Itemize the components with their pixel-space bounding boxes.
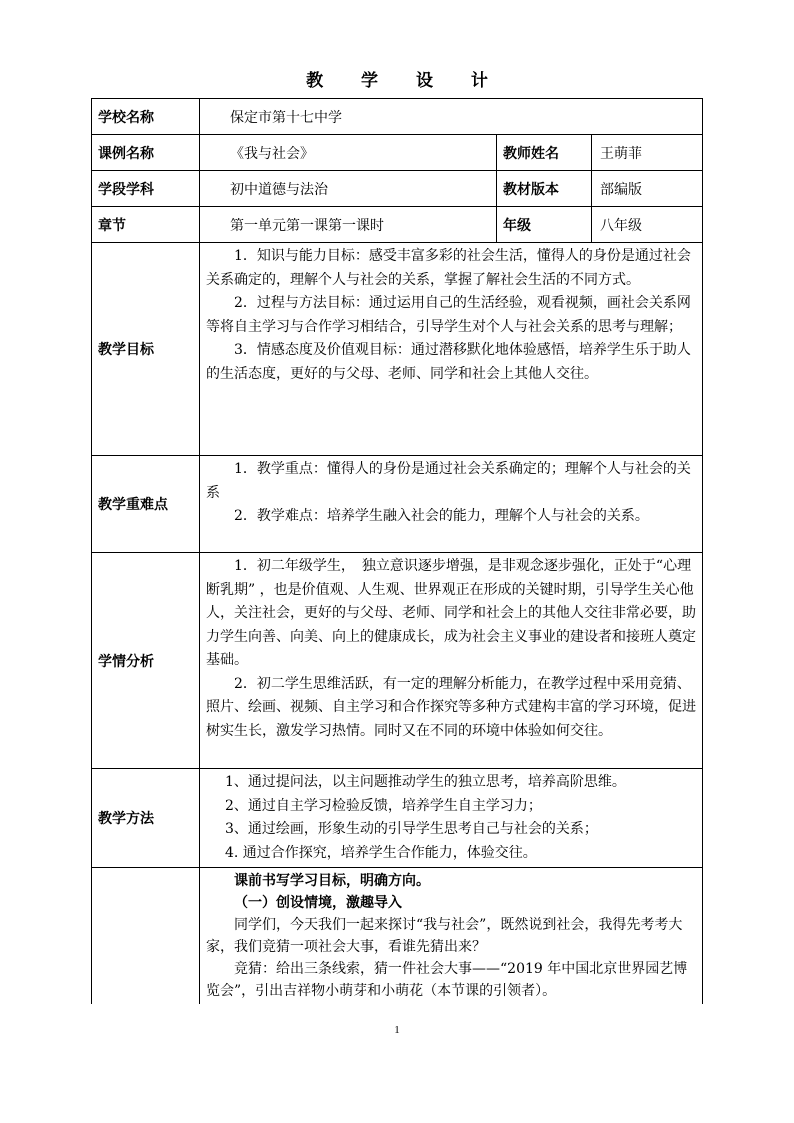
course-label: 课例名称 <box>92 135 200 171</box>
method-item: 4. 通过合作探究，培养学生合作能力，体验交往。 <box>225 844 537 861</box>
analysis-label: 学情分析 <box>92 553 200 769</box>
chapter-value: 第一单元第一课第一课时 <box>200 207 497 243</box>
process-row <box>92 868 703 1005</box>
subject-row <box>92 171 703 207</box>
course-row <box>92 135 703 171</box>
teacher-label: 教师姓名 <box>497 135 592 171</box>
school-row <box>92 99 703 135</box>
lesson-plan-table <box>91 98 703 1004</box>
process-paragraph: 竞猜：给出三条线索，猜一件社会大事——“2019 年中国北京世界园艺博览会”，引出吉祥物小萌芽和小萌花（本节课的引领者）。 <box>206 961 688 999</box>
method-item: 3、通过绘画，形象生动的引导学生思考自己与社会的关系； <box>225 821 598 837</box>
page-title: 教 学 设 计 <box>306 71 504 91</box>
process-subheading: （一）创设情境，激趣导入 <box>234 895 402 911</box>
goals-content <box>200 243 703 456</box>
process-content <box>200 868 703 1005</box>
chapter-row <box>92 207 703 243</box>
methods-content <box>200 769 703 868</box>
goal-item: 1．知识与能力目标：感受丰富多彩的社会生活，懂得人的身份是通过社会关系确定的，理解个人与社会的关系，掌握了解社会生活的不同方式。 <box>206 248 691 288</box>
analysis-content <box>200 553 703 769</box>
analysis-item: 2．初二学生思维活跃，有一定的理解分析能力，在教学过程中采用竞猜、照片、绘画、视频、自主学习和合作探究等多种方式建构丰富的学习环境，促进树实生长，激发学习热情。同时又在不同的环境中体验如何交往。 <box>206 675 696 739</box>
key-point-item: 2．教学难点：培养学生融入社会的能力，理解个人与社会的关系。 <box>234 508 649 524</box>
method-item: 1、通过提问法，以主问题推动学生的独立思考，培养高阶思维。 <box>225 774 626 790</box>
school-label: 学校名称 <box>92 99 200 135</box>
subject-value: 初中道德与法治 <box>200 171 497 207</box>
analysis-item: 1．初二年级学生， 独立意识逐步增强，是非观念逐步强化，正处于“心理断乳期” ，也是价值观、人生观、世界观正在形成的关键时期，引导学生关心他人，关注社会，更好的与父母、老师、同学和社会上的其他人交往非常必要，助力学生向善、向美、向上的健康成长，成为社会主义事业的建设者和接班人奠定基础。 <box>206 558 696 668</box>
methods-label: 教学方法 <box>92 769 200 868</box>
methods-row <box>92 769 703 868</box>
key-points-row <box>92 456 703 553</box>
analysis-row <box>92 553 703 769</box>
process-paragraph: 同学们，今天我们一起来探讨“我与社会”，既然说到社会，我得先考考大家，我们竞猜一项社会大事，看谁先猜出来？ <box>206 917 683 955</box>
grade-label: 年级 <box>497 207 592 243</box>
textbook-label: 教材版本 <box>497 171 592 207</box>
key-points-label: 教学重难点 <box>92 456 200 553</box>
subject-label: 学段学科 <box>92 171 200 207</box>
grade-value: 八年级 <box>592 207 703 243</box>
course-value: 《我与社会》 <box>200 135 497 171</box>
goals-row <box>92 243 703 456</box>
process-heading: 课前书写学习目标，明确方向。 <box>234 873 430 889</box>
school-value: 保定市第十七中学 <box>200 99 703 135</box>
page-number: 1 <box>394 1024 400 1036</box>
teacher-value: 王萌菲 <box>592 135 703 171</box>
textbook-value: 部编版 <box>592 171 703 207</box>
chapter-label: 章节 <box>92 207 200 243</box>
process-label <box>92 868 200 1005</box>
key-points-content <box>200 456 703 553</box>
goals-label: 教学目标 <box>92 243 200 456</box>
goal-item: 2．过程与方法目标：通过运用自己的生活经验，观看视频，画社会关系网等将自主学习与合作学习相结合，引导学生对个人与社会关系的思考与理解； <box>206 295 691 335</box>
method-item: 2、通过自主学习检验反馈，培养学生自主学习力； <box>225 797 542 814</box>
goal-item: 3．情感态度及价值观目标：通过潜移默化地体验感悟，培养学生乐于助人的生活态度，更好的与父母、老师、同学和社会上其他人交往。 <box>206 342 691 382</box>
key-point-item: 1．教学重点：懂得人的身份是通过社会关系确定的；理解个人与社会的关系 <box>206 461 691 501</box>
